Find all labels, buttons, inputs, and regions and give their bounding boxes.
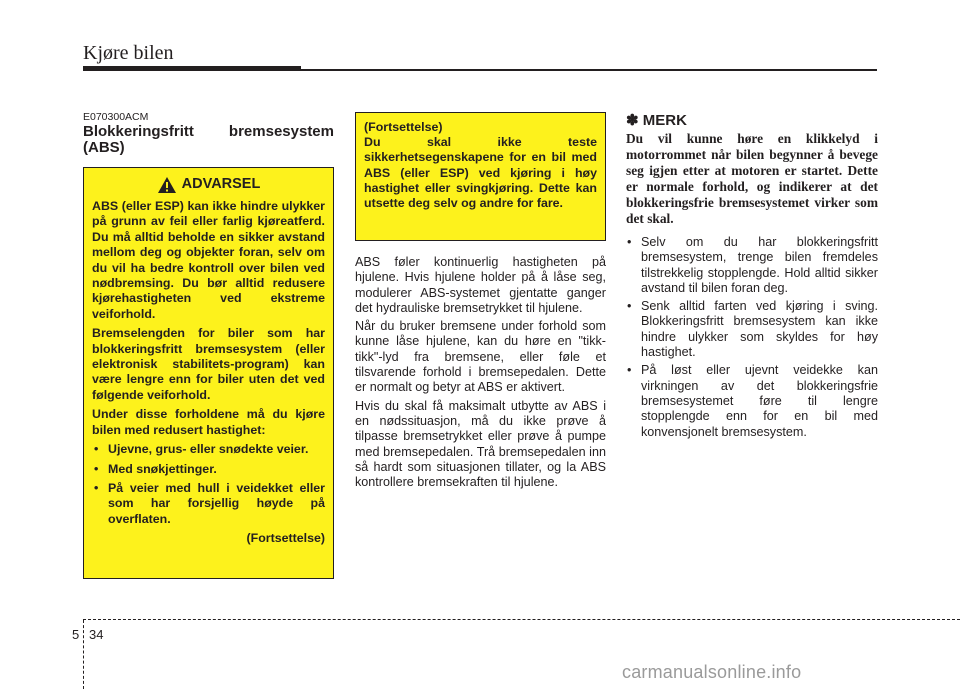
warning-paragraph-2: Bremselengden for biler som har blokkeringsfritt bremsesystem (eller elektronisk stabilitets-program) kan være lengre enn for biler uten det ved følgende veiforhold.	[92, 326, 325, 402]
warning-bullet: • På veier med hull i veidekket eller som har forsjellig høyde på overflaten.	[92, 481, 325, 527]
warning-box	[83, 167, 334, 579]
footer-rule	[83, 619, 960, 620]
warning-header	[92, 176, 325, 194]
section-number: 5	[72, 627, 80, 642]
section-heading: Blokkeringsfritt bremsesystem (ABS)	[83, 123, 334, 156]
continuation-label: (Fortsettelse)	[364, 120, 443, 134]
warning-paragraph-1: ABS (eller ESP) kan ikke hindre ulykker på grunn av feil eller farlig kjøreatferd. Du må alltid beholde en sikker avstand mellom deg og objekter foran, selv om du vil ha bedre kontroll over bilen ved nødbremsing. Du bør alltid redusere kjørehastigheten ved ekstreme veiforhold.	[92, 199, 325, 321]
warning-bullet: • Med snøkjettinger.	[92, 462, 325, 477]
body-paragraph-2: Når du bruker bremsene under forhold som kunne låse hjulene, kan du høre en "tikk-tikk"-lyd fra bremsene, eller føle et tilsvarende forhold i bremsepedalen. Dette er normalt og betyr at ABS er aktivert.	[355, 319, 606, 395]
warning-bullet: • Ujevne, grus- eller snødekte veier.	[92, 442, 325, 457]
watermark: carmanualsonline.info	[622, 662, 802, 682]
footer-divider	[83, 620, 85, 689]
continuation-text: Du skal ikke teste sikkerhetsegenskapene for en bil med ABS (eller ESP) ved kjøring i høy hastighet eller svingkjøring. Dette kan utsette deg selv og andre for fare.	[364, 135, 597, 211]
note-title: ✽ MERK	[626, 112, 687, 129]
body-paragraph-3: Hvis du skal få maksimalt utbytte av ABS i en nødssituasjon, må du ikke prøve å tilpasse bremsetrykket eller prøve å pumpe med bremsepedalen. Trå bremsepedalen inn så hardt som situasjonen tillater, og la ABS kontrollere bremsekraften til hjulene.	[355, 398, 606, 490]
note-bullet: • Senk alltid farten ved kjøring i sving. Blokkeringsfritt bremsesystem kan ikke hindre ulykker som skyldes for høy hastighet.	[626, 299, 878, 360]
warning-bullet-list	[92, 442, 325, 527]
chapter-title: Kjøre bilen	[83, 42, 174, 64]
note-text: Du vil kunne høre en klikkelyd i motorrommet når bilen begynner å bevege seg igjen etter at motoren er startet. Dette er normale forhold, og indikerer at det blokkeringsfrie bremsesystemet virker som det skal.	[626, 131, 878, 226]
warning-title: ADVARSEL	[181, 176, 261, 193]
note-bullet: • På løst eller ujevnt veidekke kan virkningen av det blokkeringsfrie bremsesystemet føre til lengre stopplengde enn for en bil med konvensjonelt bremsesystem.	[626, 363, 878, 439]
header-rule-thick	[83, 66, 301, 71]
section-code: E070300ACM	[83, 111, 149, 123]
warning-triangle-icon	[157, 176, 177, 194]
warning-paragraph-3: Under disse forholdene må du kjøre bilen med redusert hastighet:	[92, 407, 325, 437]
header-rule-thin	[301, 69, 877, 71]
body-text	[355, 255, 606, 493]
body-paragraph-1: ABS føler kontinuerlig hastigheten på hjulene. Hvis hjulene holder på å låse seg, modulerer ABS-systemet gjentatte ganger det hydrauliske bremsetrykket til hjulene.	[355, 255, 606, 315]
note-bullet-list	[626, 235, 878, 443]
page-number: 34	[89, 627, 104, 642]
warning-continued-label: (Fortsettelse)	[246, 531, 325, 546]
continuation-box	[355, 112, 606, 241]
note-bullet: • Selv om du har blokkeringsfritt bremsesystem, trenge bilen fremdeles tilstrekkelig stopplengde. Hold alltid sikker avstand til bilen foran deg.	[626, 235, 878, 296]
